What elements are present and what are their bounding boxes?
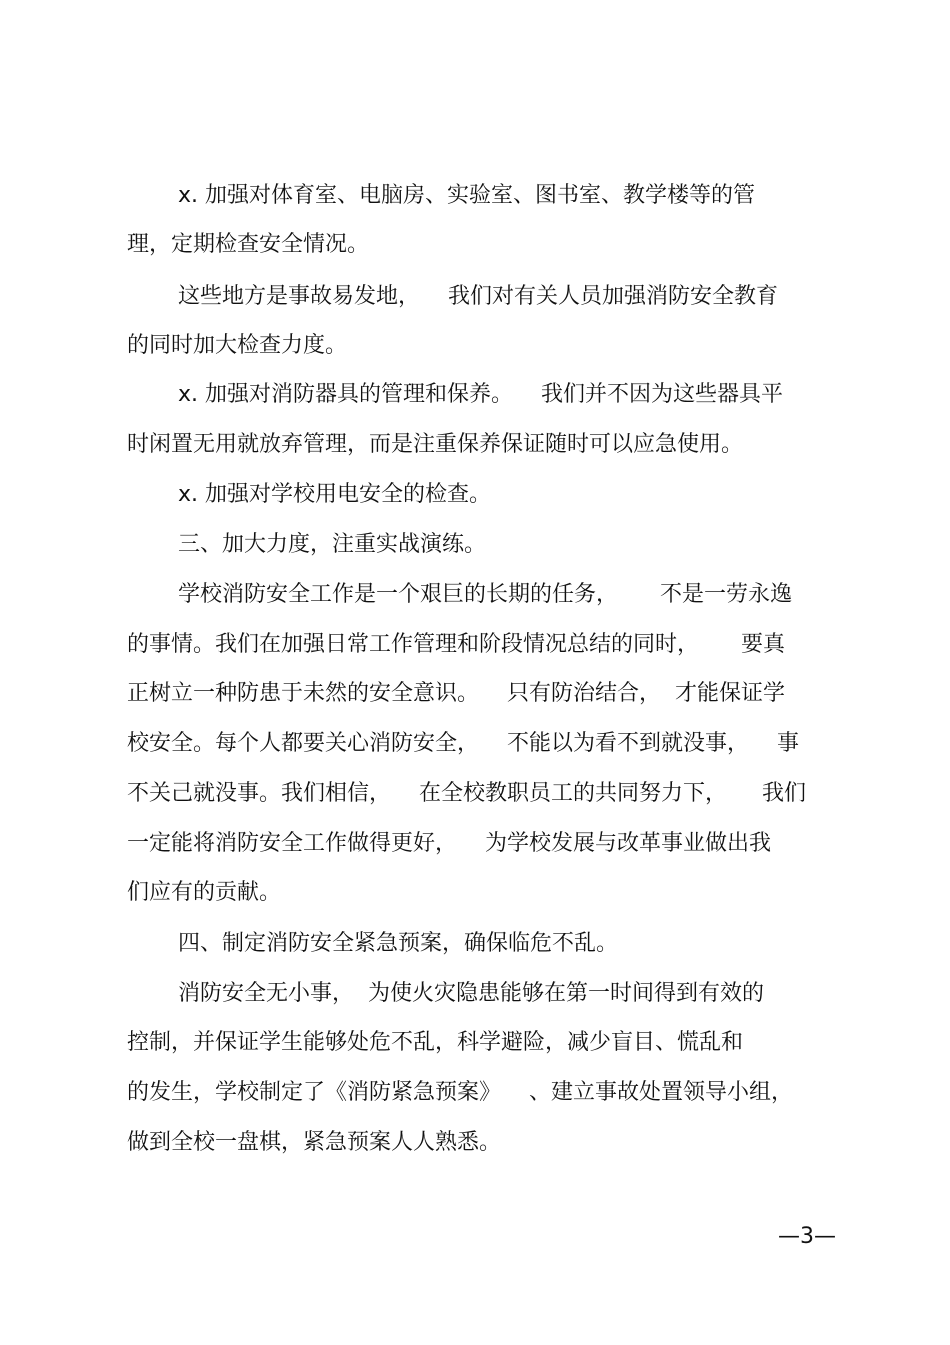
page-number: —3— [778,1224,836,1249]
paragraph-line: 消防安全无小事， 为使火灾隐患能够在第一时间得到有效的 [178,981,764,1006]
paragraph-line: x. 加强对学校用电安全的检查。 [178,482,492,507]
paragraph-line: x. 加强对体育室、电脑房、实验室、图书室、教学楼等的管 [178,183,756,208]
paragraph-line: 们应有的贡献。 [127,880,282,905]
paragraph-line: 正树立一种防患于未然的安全意识。 只有防治结合， 才能保证学 [127,681,785,706]
paragraph-line: 的发生，学校制定了《消防紧急预案》 、建立事故处置领导小组， [127,1080,793,1105]
paragraph-line: 理，定期检查安全情况。 [127,232,370,257]
paragraph-line: 时闲置无用就放弃管理，而是注重保养保证随时可以应急使用。 [127,432,744,457]
paragraph-line: 做到全校一盘棋，紧急预案人人熟悉。 [127,1130,502,1155]
paragraph-line: 学校消防安全工作是一个艰巨的长期的任务， 不是一劳永逸 [178,582,792,607]
paragraph-line: 控制，并保证学生能够处危不乱，科学避险，减少盲目、慌乱和 [127,1030,744,1055]
paragraph-line: 的事情。我们在加强日常工作管理和阶段情况总结的同时， 要真 [127,632,785,657]
section-heading: 四、制定消防安全紧急预案，确保临危不乱。 [178,931,619,956]
paragraph-line: 的同时加大检查力度。 [127,333,348,358]
paragraph-line: 不关己就没事。我们相信， 在全校教职员工的共同努力下， 我们 [127,781,806,806]
paragraph-line: x. 加强对消防器具的管理和保养。 我们并不因为这些器具平 [178,382,783,407]
section-heading: 三、加大力度，注重实战演练。 [178,532,487,557]
paragraph-line: 一定能将消防安全工作做得更好， 为学校发展与改革事业做出我 [127,831,771,856]
paragraph-line: 校安全。每个人都要关心消防安全， 不能以为看不到就没事， 事 [127,731,799,756]
paragraph-line: 这些地方是事故易发地， 我们对有关人员加强消防安全教育 [178,284,778,309]
